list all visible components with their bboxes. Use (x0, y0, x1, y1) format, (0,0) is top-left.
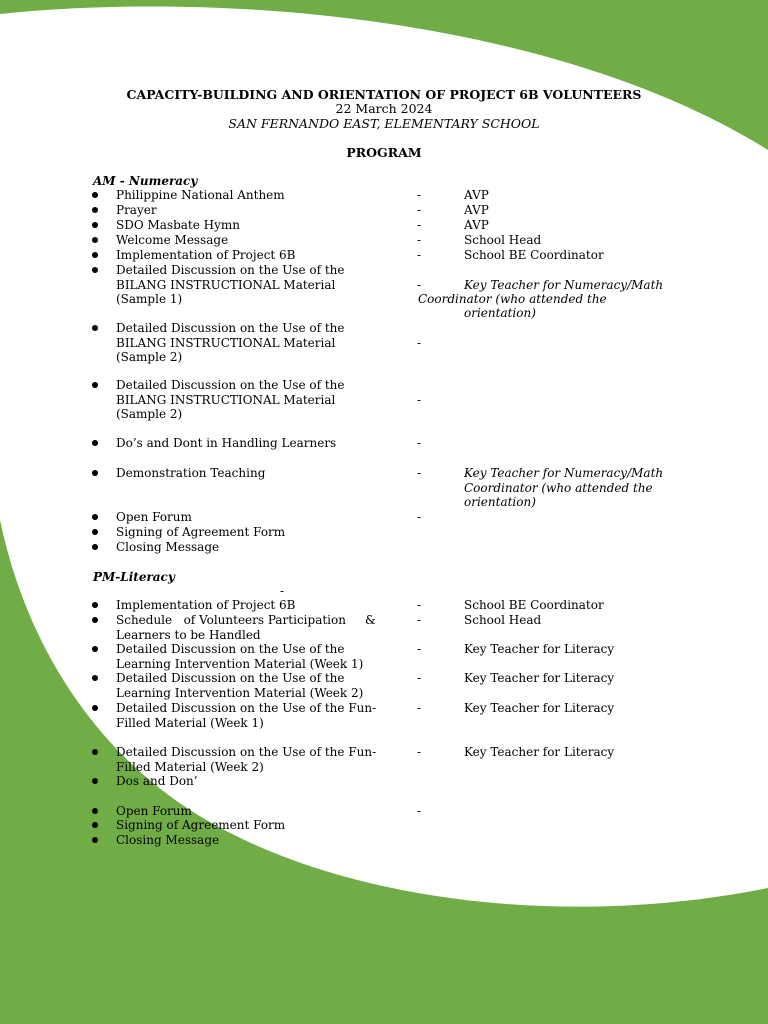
item-label: SDO Masbate Hymn (116, 218, 241, 232)
item-label: Detailed Discussion on the Use of the Fun-Filled Material (Week 2) (116, 745, 377, 774)
event-date: 22 March 2024 (335, 101, 433, 116)
program-heading: PROGRAM (346, 145, 422, 160)
item-responsible-continued: Coordinator (who attended the (418, 292, 607, 306)
document-title: CAPACITY-BUILDING AND ORIENTATION OF PROJECT 6B VOLUNTEERS (126, 87, 642, 102)
bullet-icon (92, 617, 98, 623)
item-label: Dos and Don’ (116, 774, 198, 788)
item-label: Do’s and Dont in Handling Learners (116, 436, 337, 450)
item-label: Signing of Agreement Form (116, 525, 286, 539)
item-dash: - (417, 436, 422, 450)
item-label: Detailed Discussion on the Use of the BILANG INSTRUCTIONAL Material (Sample 2) (116, 378, 345, 422)
bullet-icon (92, 207, 98, 213)
item-label: Closing Message (116, 833, 220, 847)
bullet-icon (92, 822, 98, 828)
bullet-icon (92, 675, 98, 681)
bullet-icon (92, 237, 98, 243)
item-label: Schedule of Volunteers Participation & Learners to be Handled (116, 613, 380, 642)
bullet-icon (92, 267, 98, 273)
item-label: Detailed Discussion on the Use of the Fun-Filled Material (Week 1) (116, 701, 377, 730)
item-label: Detailed Discussion on the Use of the Learning Intervention Material (Week 2) (116, 671, 364, 700)
item-label: Signing of Agreement Form (116, 818, 286, 832)
item-dash: - (417, 745, 422, 759)
list-item (0, 833, 768, 893)
item-dash: - (417, 336, 422, 350)
item-label: Philippine National Anthem (116, 188, 285, 202)
item-dash: - (417, 510, 422, 524)
item-responsible: AVP (464, 203, 489, 217)
bullet-icon (92, 470, 98, 476)
item-responsible: School Head (464, 613, 542, 627)
bullet-icon (92, 602, 98, 608)
item-dash: - (417, 671, 422, 685)
bullet-icon (92, 778, 98, 784)
item-dash: - (417, 804, 422, 818)
item-label: Demonstration Teaching (116, 466, 266, 480)
bullet-icon (92, 514, 98, 520)
am-section-heading: AM - Numeracy (93, 174, 198, 188)
item-dash: - (417, 598, 422, 612)
bullet-icon (92, 837, 98, 843)
item-responsible: Key Teacher for Numeracy/Math (464, 278, 664, 292)
item-dash: - (417, 466, 422, 480)
item-dash: - (417, 203, 422, 217)
list-item (0, 321, 768, 381)
bullet-icon (92, 192, 98, 198)
item-label: Open Forum (116, 510, 192, 524)
bullet-icon (92, 749, 98, 755)
item-dash: - (417, 642, 422, 656)
item-dash: - (417, 248, 422, 262)
bullet-icon (92, 325, 98, 331)
item-dash: - (417, 188, 422, 202)
bullet-icon (92, 222, 98, 228)
bullet-icon (92, 705, 98, 711)
school-name: SAN FERNANDO EAST, ELEMENTARY SCHOOL (228, 116, 540, 131)
bullet-icon (92, 646, 98, 652)
item-label: Implementation of Project 6B (116, 598, 296, 612)
pm-section-heading: PM-Literacy (93, 570, 175, 584)
item-responsible: Key Teacher for Literacy (464, 642, 615, 656)
item-label: Implementation of Project 6B (116, 248, 296, 262)
item-dash: - (417, 393, 422, 407)
item-responsible: School Head (464, 233, 542, 247)
list-item (0, 378, 768, 438)
bullet-icon (92, 440, 98, 446)
bullet-icon (92, 252, 98, 258)
item-label: Detailed Discussion on the Use of the Learning Intervention Material (Week 1) (116, 642, 364, 671)
item-label: Detailed Discussion on the Use of the BILANG INSTRUCTIONAL Material (Sample 1) (116, 263, 345, 307)
item-dash: - (417, 278, 422, 292)
bullet-icon (92, 808, 98, 814)
item-responsible-continued: orientation) (464, 306, 536, 320)
item-label: Closing Message (116, 540, 220, 554)
item-label: Open Forum (116, 804, 192, 818)
item-dash: - (417, 233, 422, 247)
item-label: Prayer (116, 203, 157, 217)
stray-dash: - (280, 584, 285, 598)
item-responsible: Key Teacher for Literacy (464, 701, 615, 715)
item-dash: - (417, 218, 422, 232)
item-responsible: Key Teacher for Literacy (464, 671, 615, 685)
item-responsible: School BE Coordinator (464, 598, 604, 612)
item-responsible: AVP (464, 218, 489, 232)
item-responsible: School BE Coordinator (464, 248, 604, 262)
item-responsible: Key Teacher for Literacy (464, 745, 615, 759)
item-responsible: Key Teacher for Numeracy/Math Coordinator (who attended the orientation) (464, 466, 664, 510)
bullet-icon (92, 544, 98, 550)
bullet-icon (92, 529, 98, 535)
item-dash: - (417, 701, 422, 715)
item-label: Detailed Discussion on the Use of the BILANG INSTRUCTIONAL Material (Sample 2) (116, 321, 345, 365)
bullet-icon (92, 382, 98, 388)
item-label: Welcome Message (116, 233, 229, 247)
item-responsible: AVP (464, 188, 489, 202)
item-dash: - (417, 613, 422, 627)
